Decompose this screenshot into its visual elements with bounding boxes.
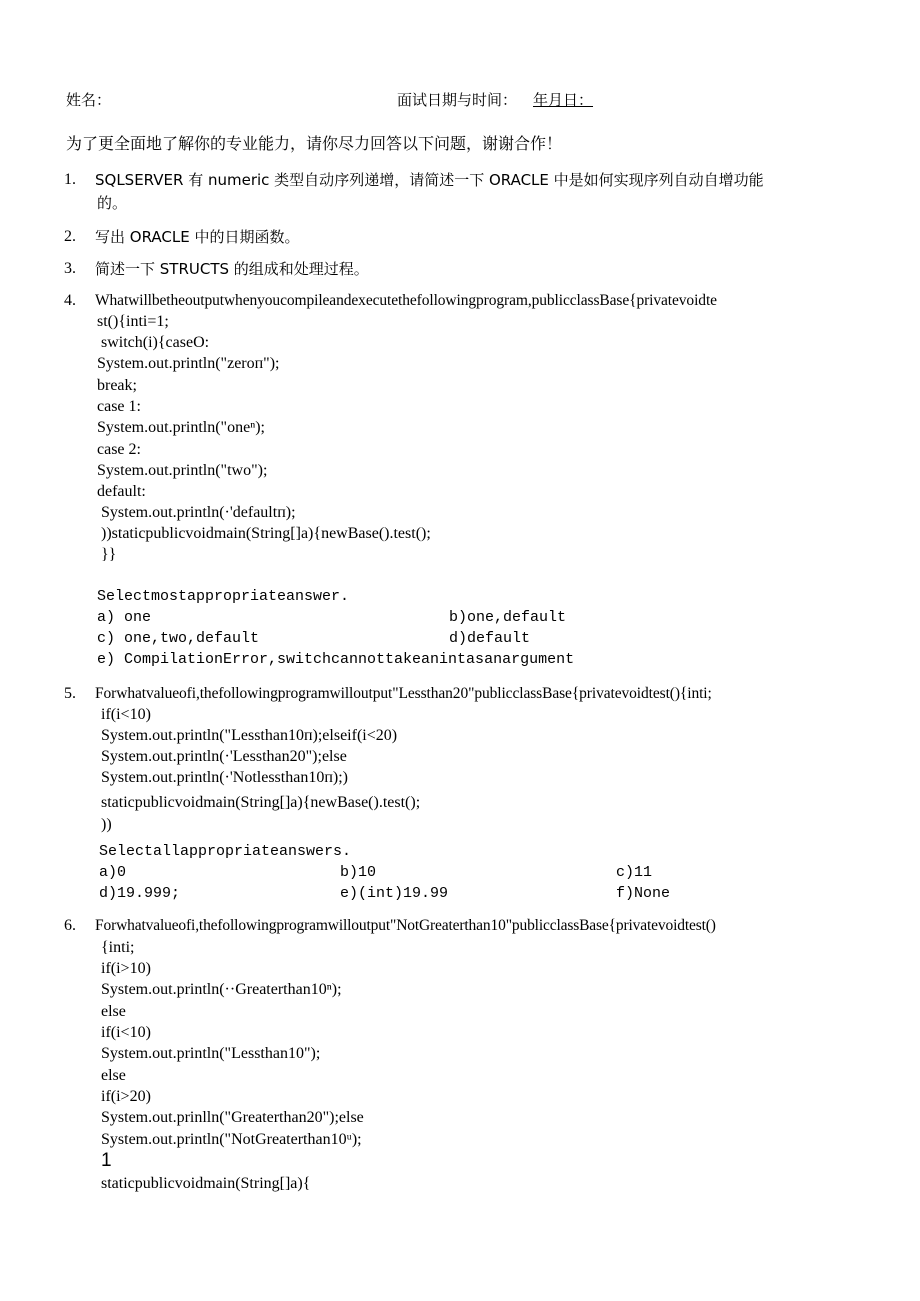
q6-brace-glyph: 1 (101, 1150, 112, 1171)
q4-code-line: System.out.println(·'defaultᴨ); (97, 504, 296, 521)
q2-number: 2. (64, 228, 76, 245)
q4-code-line: st(){inti=1; (97, 313, 169, 330)
q5-option-f: f)None (616, 885, 671, 902)
q4-code-line: System.out.println("zeroᴨ"); (97, 355, 280, 372)
q5-code-line: staticpublicvoidmain(String[]a){newBase().test(); (97, 794, 421, 811)
q4-option-a: a) one (97, 609, 152, 626)
q1-line1: SQLSERVER 有 numeric 类型自动序列递增，请简述一下 ORACLE 中是如何实现序列自动自增功能 (95, 171, 764, 189)
q6-code-line: {inti; (97, 939, 135, 956)
q4-option-b: b)one,default (449, 609, 567, 626)
q5-code-line: System.out.println(·'Notlessthan10ᴨ);) (97, 769, 348, 786)
q6-line1: Forwhatvalueofi,thefollowingprogramwilloutput"NotGreaterthan10"publicclassBase{privatevoidtest() (95, 917, 716, 934)
q5-option-c: c)11 (616, 864, 653, 881)
q4-option-d: d)default (449, 630, 531, 647)
q6-code-line: else (97, 1067, 126, 1084)
q4-option-c: c) one,two,default (97, 630, 260, 647)
q5-line1: Forwhatvalueofi,thefollowingprogramwilloutput"Lessthan20"publicclassBase{privatevoidtest(){inti; (95, 685, 712, 702)
q5-option-b: b)10 (340, 864, 377, 881)
q5-option-a: a)0 (99, 864, 127, 881)
q4-code-line: }} (97, 546, 117, 563)
q5-number: 5. (64, 685, 76, 702)
q6-code-line: if(i<10) (97, 1024, 151, 1041)
q5-option-d: d)19.999; (99, 885, 181, 902)
q4-code-line: break; (97, 377, 137, 394)
q4-code-line: System.out.println("oneⁿ); (97, 419, 265, 436)
q5-code-line: System.out.println("Lessthan10ᴨ);elseif(i<20) (97, 727, 398, 744)
q5-code-line: System.out.println(·'Lessthan20");else (97, 748, 347, 765)
q4-prompt: Selectmostappropriateanswer. (97, 588, 350, 605)
q4-code-line: switch(i){caseO: (97, 334, 210, 351)
q6-number: 6. (64, 917, 76, 934)
q4-code-line: ))staticpublicvoidmain(String[]a){newBase().test(); (97, 525, 431, 542)
q5-prompt: Selectallappropriateanswers. (99, 843, 352, 860)
interview-date-value: 年月日： (533, 91, 594, 109)
q1-number: 1. (64, 171, 76, 188)
q6-code-line: System.out.println(··Greaterthan10ⁿ); (97, 981, 342, 998)
q5-option-e: e)(int)19.99 (340, 885, 449, 902)
q1-line2: 的。 (97, 194, 128, 212)
name-label: 姓名： (66, 91, 112, 109)
q6-code-line: if(i>10) (97, 960, 151, 977)
q4-code-line: default: (97, 483, 146, 500)
q4-number: 4. (64, 292, 76, 309)
q4-code-line: System.out.println("two"); (97, 462, 268, 479)
q6-code-line: System.out.prinlln("Greaterthan20");else (97, 1109, 364, 1126)
q4-option-e: e) CompilationError,switchcannottakeanintasanargument (97, 651, 575, 668)
q4-code-line: case 1: (97, 398, 141, 415)
q2-text: 写出 ORACLE 中的日期函数。 (95, 228, 300, 246)
q3-number: 3. (64, 260, 76, 277)
q6-code-line: System.out.println("Lessthan10"); (97, 1045, 321, 1062)
q5-code-line: if(i<10) (97, 706, 151, 723)
intro-text: 为了更全面地了解你的专业能力，请你尽力回答以下问题，谢谢合作！ (66, 134, 563, 153)
q4-code-line: case 2: (97, 441, 141, 458)
q6-code-line: staticpublicvoidmain(String[]a){ (97, 1175, 311, 1192)
q5-code-line: )) (97, 816, 112, 833)
q6-code-line: System.out.println("NotGreaterthan10ᵘ); (97, 1131, 362, 1148)
q6-code-line: else (97, 1003, 126, 1020)
q3-text: 简述一下 STRUCTS 的组成和处理过程。 (95, 260, 369, 278)
interview-date-label: 面试日期与时间： (397, 91, 518, 109)
q4-line1: Whatwillbetheoutputwhenyoucompileandexecutethefollowingprogram,publicclassBase{privatevoidte (95, 292, 717, 309)
q6-code-line: if(i>20) (97, 1088, 151, 1105)
